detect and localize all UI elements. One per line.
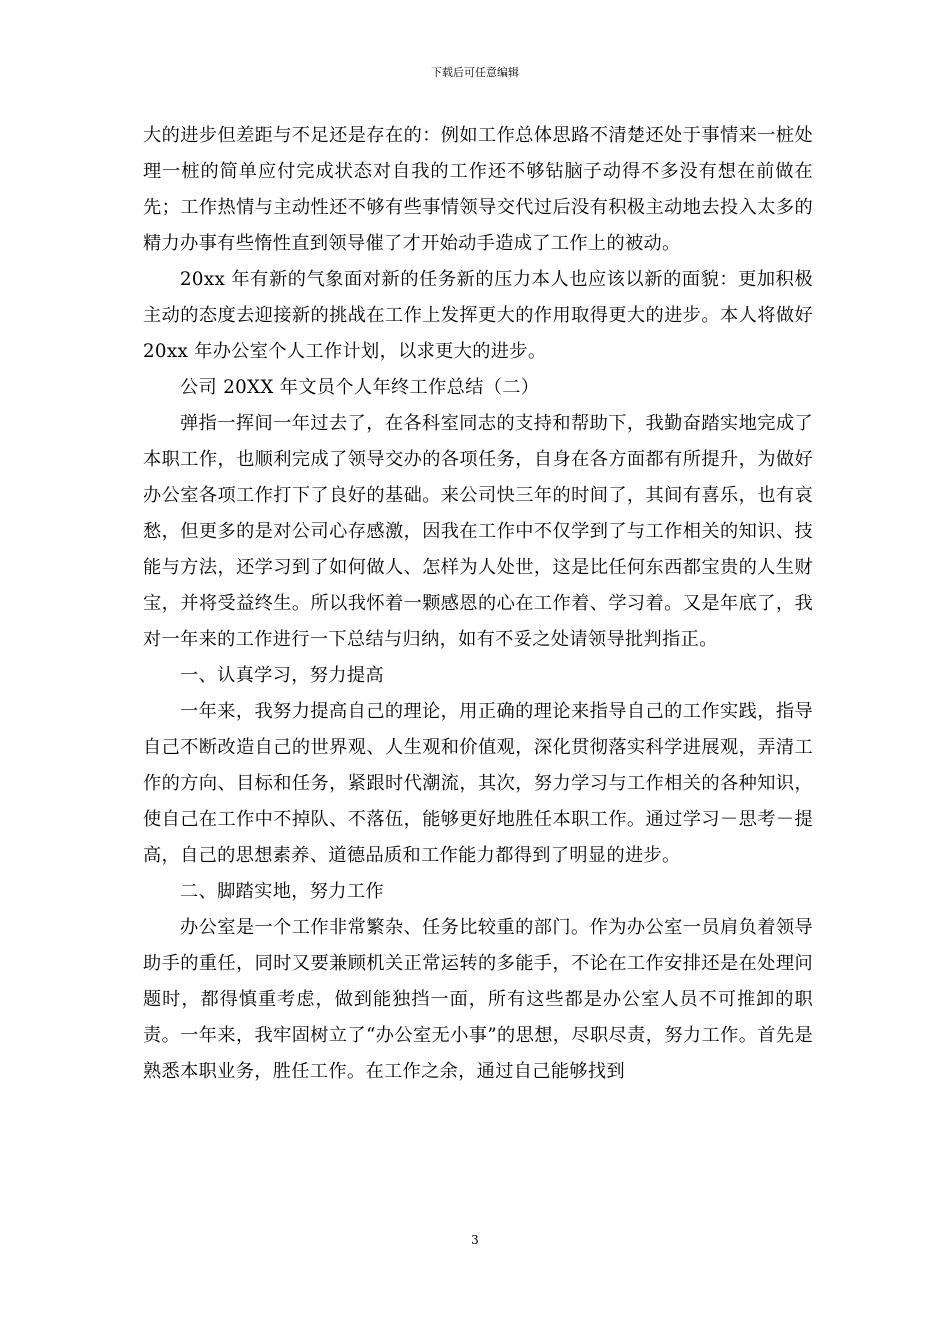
heading-study: 一、认真学习，努力提高: [180, 665, 384, 686]
paragraph-study: 一年来，我努力提高自己的理论，用正确的理论来指导自己的工作实践，指导自己不断改造自己的世界观、人生观和价值观，深化贯彻落实科学进展观，弄清工作的方向、目标和任务，紧跟时代潮流，其次，努力学习与工作相关的各种知识，使自己在工作中不掉队、不落伍，能够更好地胜任本职工作。通过学习－思考－提高，自己的思想素养、道德品质和工作能力都得到了明显的进步。: [143, 701, 813, 866]
heading-work: 二、脚踏实地，努力工作: [180, 881, 384, 902]
paragraph-intro: 弹指一挥间一年过去了，在各科室同志的支持和帮助下，我勤奋踏实地完成了本职工作，也顺利完成了领导交办的各项任务，自身在各方面都有所提升，为做好办公室各项工作打下了良好的基础。来公司快三年的时间了，其间有喜乐，也有哀愁，但更多的是对公司心存感激，因我在工作中不仅学到了与工作相关的知识、技能与方法，还学习到了如何做人、怎样为人处世，这是比任何东西都宝贵的人生财宝，并将受益终生。所以我怀着一颗感恩的心在工作着、学习着。又是年底了，我对一年来的工作进行一下总结与归纳，如有不妥之处请领导批判指正。: [143, 413, 813, 650]
page-header: 下载后可任意编辑: [431, 66, 519, 79]
paragraph-new-year-plan: 20xx 年有新的气象面对新的任务新的压力本人也应该以新的面貌：更加积极主动的态度去迎接新的挑战在工作上发挥更大的作用取得更大的进步。本人将做好 20xx 年办公室个人工作计划，以求更大的进步。: [143, 269, 813, 362]
document-body: [143, 118, 813, 1090]
paragraph-work: 办公室是一个工作非常繁杂、任务比较重的部门。作为办公室一员肩负着领导助手的重任，同时又要兼顾机关正常运转的多能手，不论在工作安排还是在处理问题时，都得慎重考虑，做到能独挡一面，所有这些都是办公室人员不可推卸的职责。一年来，我牢固树立了“办公室无小事”的思想，尽职尽责，努力工作。首先是熟悉本职业务，胜任工作。在工作之余，通过自己能够找到: [143, 917, 813, 1082]
section-title: 公司 20XX 年文员个人年终工作总结（二）: [180, 377, 540, 398]
paragraph-continuation: 大的进步但差距与不足还是存在的：例如工作总体思路不清楚还处于事情来一桩处理一桩的简单应付完成状态对自我的工作还不够钻脑子动得不多没有想在前做在先；工作热情与主动性还不够有些事情领导交代过后没有积极主动地去投入太多的精力办事有些惰性直到领导催了才开始动手造成了工作上的被动。: [143, 125, 813, 254]
page-number: 3: [471, 1233, 479, 1247]
